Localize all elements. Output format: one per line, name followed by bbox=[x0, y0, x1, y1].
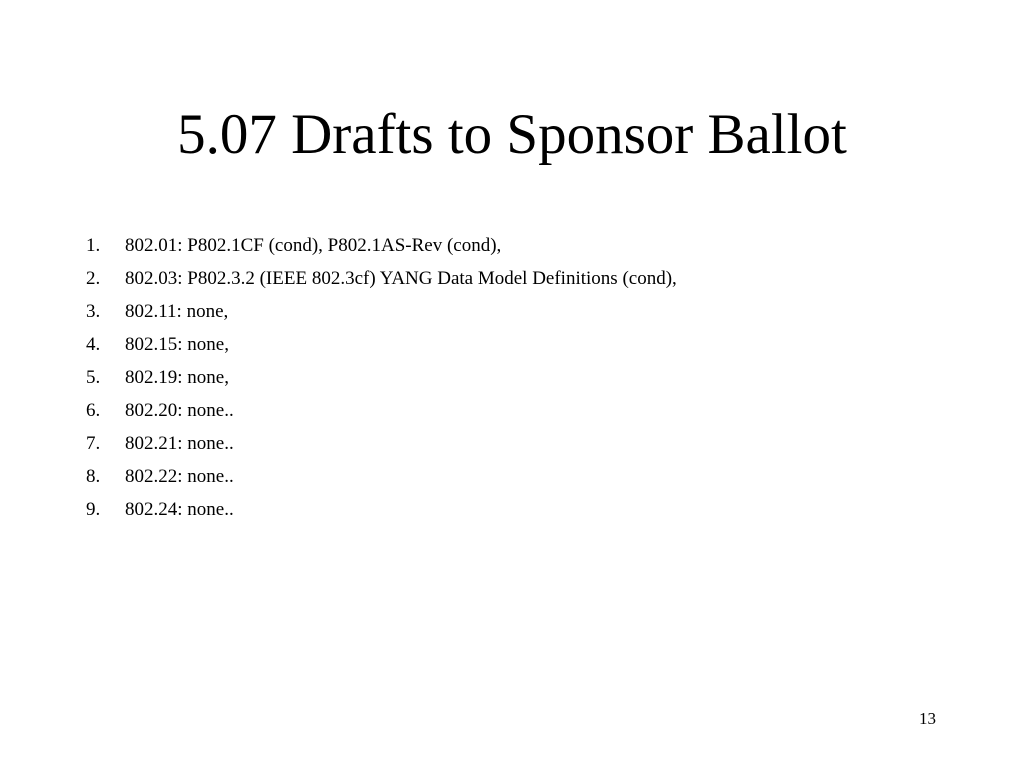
list-item-text: 802.22: none.. bbox=[125, 465, 234, 487]
list-item-text: 802.15: none, bbox=[125, 333, 229, 355]
list-item-text: 802.21: none.. bbox=[125, 432, 234, 454]
list-item bbox=[86, 361, 677, 394]
list-item bbox=[86, 328, 677, 361]
list-item-text: 802.03: P802.3.2 (IEEE 802.3cf) YANG Data Model Definitions (cond), bbox=[125, 267, 677, 289]
list-item-number: 6. bbox=[86, 399, 101, 421]
list-item-number: 4. bbox=[86, 333, 101, 355]
list-item-number: 8. bbox=[86, 465, 101, 487]
list-item-number: 5. bbox=[86, 366, 101, 388]
list-item-text: 802.24: none.. bbox=[125, 498, 234, 520]
slide-number: 13 bbox=[919, 709, 936, 728]
list-item bbox=[86, 394, 677, 427]
list-item bbox=[86, 295, 677, 328]
list-item-number: 1. bbox=[86, 234, 101, 256]
list-item-number: 7. bbox=[86, 432, 101, 454]
list-item-number: 9. bbox=[86, 498, 101, 520]
list-item bbox=[86, 493, 677, 526]
list-item-text: 802.11: none, bbox=[125, 300, 229, 322]
list-item bbox=[86, 427, 677, 460]
list-item-text: 802.19: none, bbox=[125, 366, 229, 388]
list-item-text: 802.01: P802.1CF (cond), P802.1AS-Rev (cond), bbox=[125, 234, 502, 256]
numbered-list bbox=[86, 229, 677, 526]
list-item bbox=[86, 229, 677, 262]
list-item-number: 2. bbox=[86, 267, 101, 289]
slide-title: 5.07 Drafts to Sponsor Ballot bbox=[177, 103, 847, 166]
list-item-text: 802.20: none.. bbox=[125, 399, 234, 421]
list-item bbox=[86, 460, 677, 493]
list-item bbox=[86, 262, 677, 295]
list-item-number: 3. bbox=[86, 300, 101, 322]
